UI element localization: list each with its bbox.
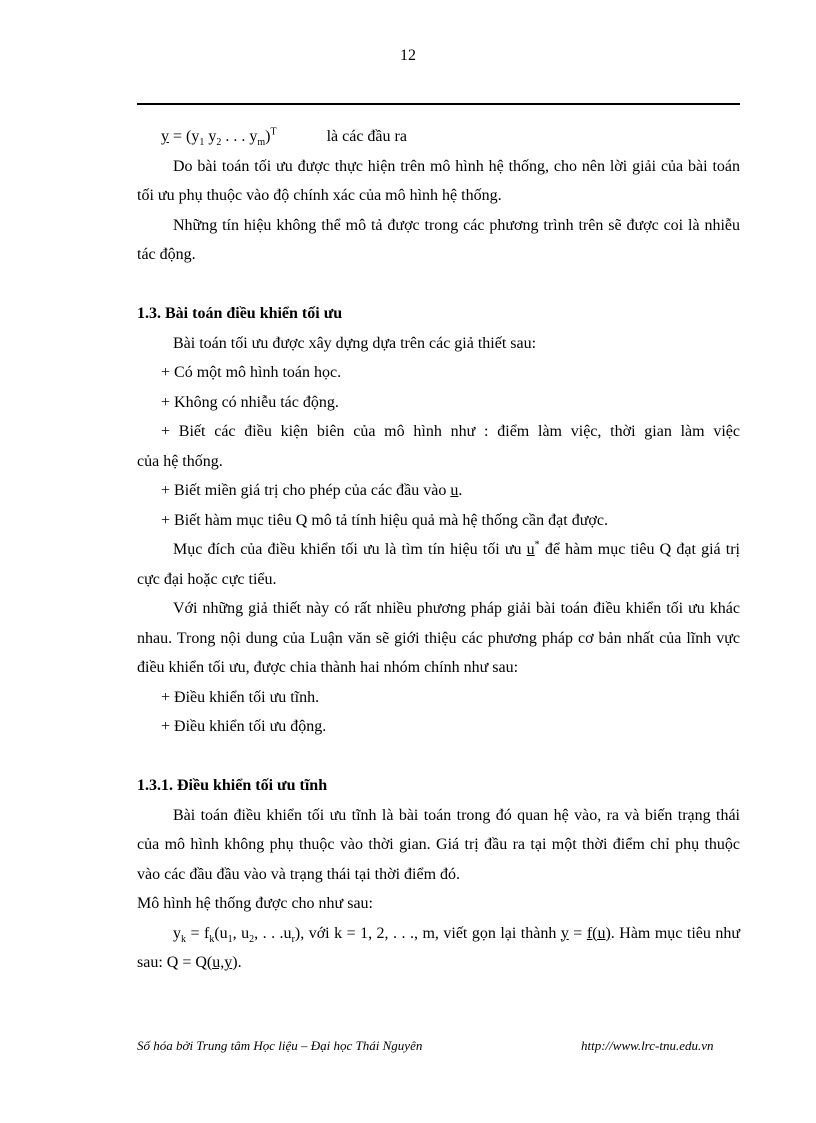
- output-vector-formula: $y = (y_1$ $y_2$ . . . $y_m)^T$ là các đầu ra: [137, 122, 740, 152]
- footer-source: Số hóa bởi Trung tâm Học liệu – Đại học Thái Nguyên: [137, 1038, 423, 1053]
- footer-url: http://www.lrc-tnu.edu.vn: [581, 1038, 714, 1053]
- section-heading-1-3-1: 1.3.1. Điều khiển tối ưu tĩnh: [137, 777, 328, 794]
- paragraph: Mục đích của điều khiển tối ưu là tìm tín hiệu tối ưu u* để hàm mục tiêu Q đạt giá trị cực đại hoặc cực tiểu.: [137, 539, 740, 588]
- page-body: [137, 122, 740, 978]
- list-item-continuation: của hệ thống.: [137, 452, 223, 470]
- list-item: + Có một mô hình toán học.: [161, 364, 342, 381]
- page-number: 12: [400, 47, 416, 64]
- list-item: + Không có nhiễu tác động.: [161, 393, 339, 411]
- model-equation: $y_k = f_k(u_1$, $u_2$, . . $.u_r$), với k = 1, 2, . . ., m, viết gọn lại thành y = f(u). Hàm mục tiêu như sau: Q = Q(u,y).: [137, 924, 741, 971]
- list-item: + Điều khiển tối ưu động.: [161, 718, 327, 735]
- list-item: + Biết hàm mục tiêu Q mô tả tính hiệu quả mà hệ thống cần đạt được.: [161, 511, 608, 529]
- section-heading-1-3: 1.3. Bài toán điều khiển tối ưu: [137, 305, 343, 322]
- formula-description: là các đầu ra: [326, 128, 407, 145]
- list-item: + Biết các điều kiện biên của mô hình như : điểm làm việc, thời gian làm việc: [161, 423, 740, 440]
- paragraph: Mô hình hệ thống được cho như sau:: [137, 895, 373, 912]
- list-item: + Điều khiển tối ưu tĩnh.: [161, 688, 320, 706]
- paragraph: Bài toán điều khiển tối ưu tĩnh là bài toán trong đó quan hệ vào, ra và biến trạng thái của mô hình không phụ thuộc vào thời gian. Giá trị đầu ra tại một thời điểm chỉ phụ thuộc vào các đầu đầu vào và trạng thái tại thời điểm đó.: [137, 806, 740, 883]
- vector-y: y: [161, 128, 169, 145]
- paragraph: Những tín hiệu không thể mô tả được trong các phương trình trên sẽ được coi là nhiễu tác động.: [137, 216, 740, 263]
- paragraph: Do bài toán tối ưu được thực hiện trên mô hình hệ thống, cho nên lời giải của bài toán tối ưu phụ thuộc vào độ chính xác của mô hình hệ thống.: [137, 157, 740, 204]
- paragraph: Với những giả thiết này có rất nhiều phương pháp giải bài toán điều khiển tối ưu khác nhau. Trong nội dung của Luận văn sẽ giới thiệu các phương pháp cơ bản nhất của lĩnh vực điều khiển tối ưu, được chia thành hai nhóm chính như sau:: [137, 600, 740, 676]
- header-divider: [137, 103, 740, 105]
- list-item: + Biết miền giá trị cho phép của các đầu vào u.: [161, 482, 463, 499]
- paragraph: Bài toán tối ưu được xây dựng dựa trên các giả thiết sau:: [173, 334, 537, 352]
